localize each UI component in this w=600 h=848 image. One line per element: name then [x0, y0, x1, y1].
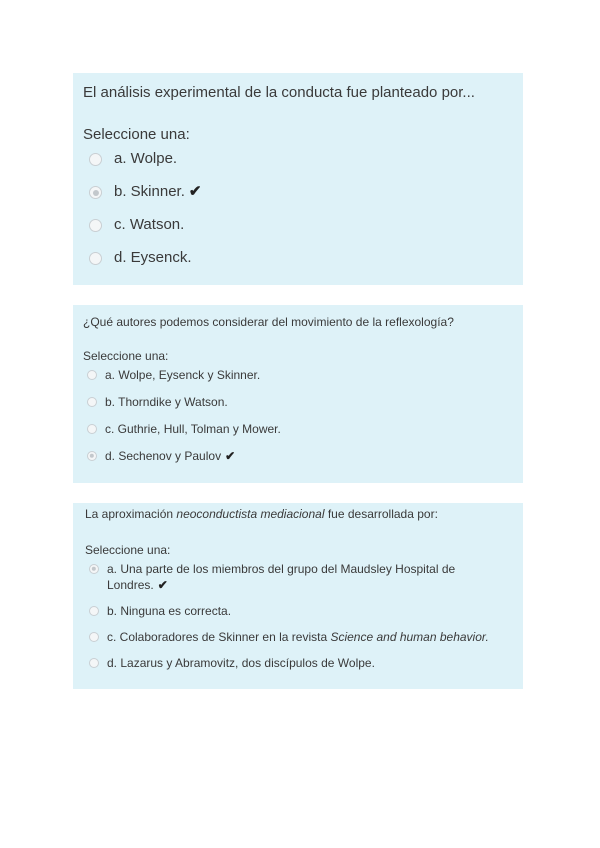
answer-prompt: Seleccione una:	[85, 543, 171, 557]
answer-option-b[interactable]	[83, 394, 513, 421]
answer-label: b. Skinner.	[114, 183, 185, 200]
answer-label: d. Eysenck.	[114, 249, 192, 266]
radio-button-icon[interactable]	[89, 564, 99, 574]
answer-option-d[interactable]	[83, 448, 513, 475]
answer-label: a. Una parte de los miembros del grupo del Maudsley Hospital de Londres.	[107, 562, 456, 592]
answer-option-d[interactable]	[85, 655, 513, 671]
radio-button-icon[interactable]	[89, 186, 102, 199]
checkmark-icon: ✔	[157, 578, 168, 592]
answer-prompt: Seleccione una:	[83, 126, 190, 143]
radio-button-icon[interactable]	[87, 397, 97, 407]
radio-button-icon[interactable]	[89, 153, 102, 166]
radio-button-icon[interactable]	[87, 451, 97, 461]
question-text-emphasis: neoconductista mediacional	[176, 507, 325, 521]
question-text: El análisis experimental de la conducta fue planteado por...	[83, 84, 475, 101]
answer-prompt: Seleccione una:	[83, 349, 169, 363]
answer-option-c[interactable]	[85, 629, 513, 645]
answer-option-b[interactable]	[83, 182, 513, 215]
radio-button-icon[interactable]	[89, 658, 99, 668]
question-text-part: La aproximación	[85, 507, 177, 521]
answer-list	[85, 561, 513, 671]
question-text-part: fue desarrollada por:	[324, 507, 438, 521]
question-card-3	[73, 503, 523, 689]
answer-label: a. Wolpe.	[114, 150, 178, 167]
question-card-1	[73, 73, 523, 285]
answer-option-d[interactable]	[83, 248, 513, 281]
radio-button-icon[interactable]	[89, 606, 99, 616]
checkmark-icon: ✔	[188, 183, 202, 200]
answer-list	[83, 149, 513, 281]
question-text	[85, 506, 513, 522]
answer-option-a[interactable]	[83, 367, 513, 394]
radio-button-icon[interactable]	[87, 370, 97, 380]
answer-label: c. Guthrie, Hull, Tolman y Mower.	[105, 422, 281, 436]
radio-button-icon[interactable]	[89, 219, 102, 232]
answer-list	[83, 367, 513, 475]
radio-button-icon[interactable]	[89, 252, 102, 265]
answer-label: a. Wolpe, Eysenck y Skinner.	[105, 368, 261, 382]
checkmark-icon: ✔	[225, 449, 236, 463]
answer-option-a[interactable]	[85, 561, 513, 593]
answer-option-b[interactable]	[85, 603, 513, 619]
answer-label: b. Ninguna es correcta.	[107, 604, 232, 618]
answer-option-a[interactable]	[83, 149, 513, 182]
answer-label: b. Thorndike y Watson.	[105, 395, 228, 409]
radio-button-icon[interactable]	[87, 424, 97, 434]
answer-label: c. Watson.	[114, 216, 185, 233]
answer-label: d. Lazarus y Abramovitz, dos discípulos de Wolpe.	[107, 656, 375, 670]
radio-button-icon[interactable]	[89, 632, 99, 642]
question-text: ¿Qué autores podemos considerar del movimiento de la reflexología?	[83, 315, 454, 329]
answer-label-emphasis: Science and human behavior.	[330, 630, 489, 644]
question-card-2	[73, 305, 523, 483]
answer-label: d. Sechenov y Paulov	[105, 449, 222, 463]
answer-label: c. Colaboradores de Skinner en la revista	[107, 630, 331, 644]
answer-option-c[interactable]	[83, 215, 513, 248]
answer-option-c[interactable]	[83, 421, 513, 448]
